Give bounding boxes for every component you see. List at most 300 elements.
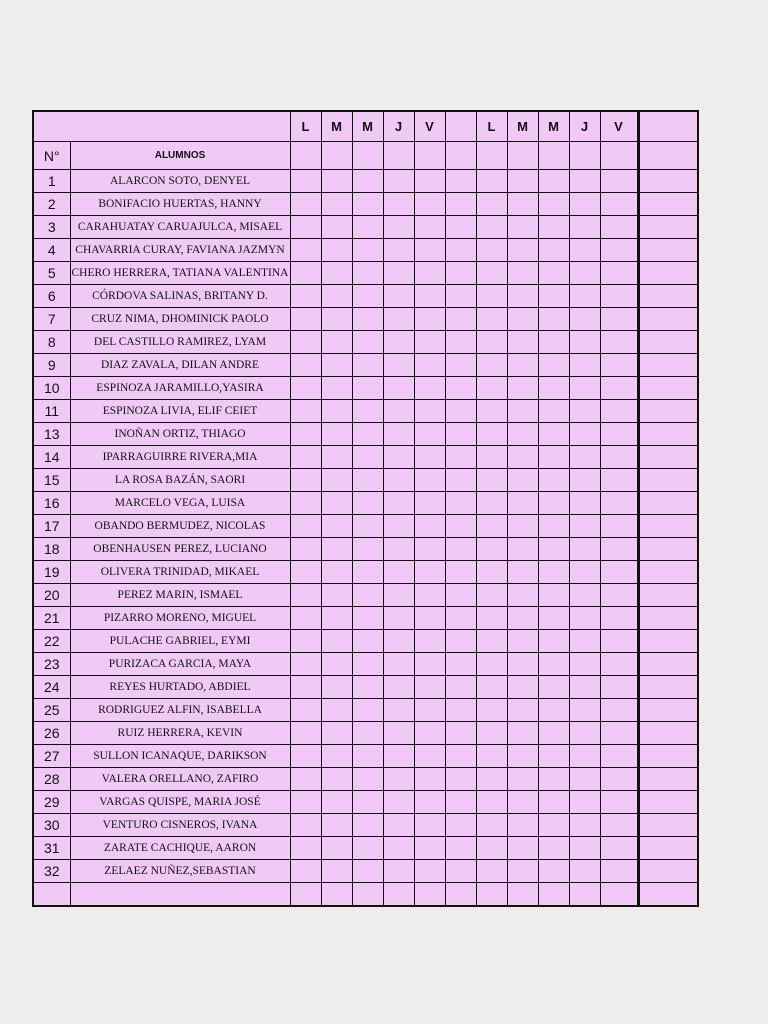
total-cell[interactable] — [638, 239, 698, 262]
attendance-cell[interactable] — [600, 768, 638, 791]
attendance-cell[interactable] — [507, 791, 538, 814]
attendance-cell[interactable] — [321, 308, 352, 331]
attendance-cell[interactable] — [538, 538, 569, 561]
attendance-cell[interactable] — [600, 745, 638, 768]
attendance-cell[interactable] — [538, 469, 569, 492]
attendance-cell[interactable] — [507, 883, 538, 907]
attendance-cell[interactable] — [321, 699, 352, 722]
attendance-cell[interactable] — [538, 653, 569, 676]
attendance-cell[interactable] — [507, 492, 538, 515]
attendance-cell[interactable] — [383, 285, 414, 308]
attendance-cell[interactable] — [507, 308, 538, 331]
attendance-cell[interactable] — [476, 515, 507, 538]
total-cell[interactable] — [638, 653, 698, 676]
attendance-cell[interactable] — [569, 469, 600, 492]
attendance-cell[interactable] — [321, 377, 352, 400]
attendance-cell[interactable] — [569, 745, 600, 768]
attendance-cell[interactable] — [290, 492, 321, 515]
attendance-cell[interactable] — [352, 722, 383, 745]
attendance-cell[interactable] — [414, 837, 445, 860]
attendance-cell[interactable] — [476, 791, 507, 814]
attendance-cell[interactable] — [290, 630, 321, 653]
attendance-cell[interactable] — [290, 676, 321, 699]
total-cell[interactable] — [638, 285, 698, 308]
grid-cell[interactable] — [414, 142, 445, 170]
attendance-cell[interactable] — [290, 193, 321, 216]
attendance-cell[interactable] — [383, 630, 414, 653]
attendance-cell[interactable] — [445, 193, 476, 216]
attendance-cell[interactable] — [600, 584, 638, 607]
attendance-cell[interactable] — [321, 193, 352, 216]
attendance-cell[interactable] — [321, 262, 352, 285]
attendance-cell[interactable] — [290, 607, 321, 630]
attendance-cell[interactable] — [507, 814, 538, 837]
attendance-cell[interactable] — [569, 216, 600, 239]
attendance-cell[interactable] — [569, 722, 600, 745]
attendance-cell[interactable] — [414, 630, 445, 653]
total-cell[interactable] — [638, 607, 698, 630]
attendance-cell[interactable] — [569, 331, 600, 354]
attendance-cell[interactable] — [507, 607, 538, 630]
attendance-cell[interactable] — [290, 423, 321, 446]
attendance-cell[interactable] — [352, 285, 383, 308]
attendance-cell[interactable] — [507, 262, 538, 285]
attendance-cell[interactable] — [290, 860, 321, 883]
attendance-cell[interactable] — [290, 768, 321, 791]
attendance-cell[interactable] — [476, 768, 507, 791]
attendance-cell[interactable] — [414, 331, 445, 354]
attendance-cell[interactable] — [476, 400, 507, 423]
attendance-cell[interactable] — [352, 446, 383, 469]
attendance-cell[interactable] — [414, 561, 445, 584]
attendance-cell[interactable] — [569, 538, 600, 561]
attendance-cell[interactable] — [414, 354, 445, 377]
attendance-cell[interactable] — [321, 216, 352, 239]
attendance-cell[interactable] — [414, 791, 445, 814]
attendance-cell[interactable] — [507, 239, 538, 262]
attendance-cell[interactable] — [352, 676, 383, 699]
attendance-cell[interactable] — [445, 699, 476, 722]
attendance-cell[interactable] — [569, 630, 600, 653]
attendance-cell[interactable] — [569, 446, 600, 469]
attendance-cell[interactable] — [445, 607, 476, 630]
attendance-cell[interactable] — [383, 538, 414, 561]
grid-cell[interactable] — [352, 142, 383, 170]
attendance-cell[interactable] — [321, 745, 352, 768]
total-cell[interactable] — [638, 216, 698, 239]
attendance-cell[interactable] — [290, 561, 321, 584]
attendance-cell[interactable] — [352, 791, 383, 814]
attendance-cell[interactable] — [445, 768, 476, 791]
attendance-cell[interactable] — [507, 722, 538, 745]
attendance-cell[interactable] — [445, 354, 476, 377]
total-cell[interactable] — [638, 308, 698, 331]
attendance-cell[interactable] — [476, 331, 507, 354]
attendance-cell[interactable] — [383, 400, 414, 423]
attendance-cell[interactable] — [290, 216, 321, 239]
attendance-cell[interactable] — [600, 216, 638, 239]
attendance-cell[interactable] — [414, 216, 445, 239]
total-cell[interactable] — [638, 492, 698, 515]
attendance-cell[interactable] — [476, 860, 507, 883]
attendance-cell[interactable] — [290, 745, 321, 768]
attendance-cell[interactable] — [383, 745, 414, 768]
total-cell[interactable] — [638, 722, 698, 745]
attendance-cell[interactable] — [600, 722, 638, 745]
total-cell[interactable] — [638, 469, 698, 492]
attendance-cell[interactable] — [507, 170, 538, 193]
attendance-cell[interactable] — [569, 883, 600, 907]
grid-cell[interactable] — [538, 142, 569, 170]
attendance-cell[interactable] — [352, 492, 383, 515]
attendance-cell[interactable] — [414, 699, 445, 722]
attendance-cell[interactable] — [569, 561, 600, 584]
attendance-cell[interactable] — [538, 354, 569, 377]
attendance-cell[interactable] — [290, 584, 321, 607]
attendance-cell[interactable] — [445, 239, 476, 262]
attendance-cell[interactable] — [507, 860, 538, 883]
attendance-cell[interactable] — [569, 308, 600, 331]
attendance-cell[interactable] — [476, 814, 507, 837]
attendance-cell[interactable] — [290, 377, 321, 400]
attendance-cell[interactable] — [290, 400, 321, 423]
attendance-cell[interactable] — [290, 883, 321, 907]
attendance-cell[interactable] — [414, 860, 445, 883]
attendance-cell[interactable] — [476, 285, 507, 308]
total-cell[interactable] — [638, 515, 698, 538]
attendance-cell[interactable] — [507, 377, 538, 400]
attendance-cell[interactable] — [290, 285, 321, 308]
total-cell[interactable] — [638, 262, 698, 285]
attendance-cell[interactable] — [290, 814, 321, 837]
attendance-cell[interactable] — [445, 515, 476, 538]
attendance-cell[interactable] — [414, 285, 445, 308]
attendance-cell[interactable] — [476, 354, 507, 377]
attendance-cell[interactable] — [507, 469, 538, 492]
attendance-cell[interactable] — [414, 745, 445, 768]
attendance-cell[interactable] — [352, 239, 383, 262]
attendance-cell[interactable] — [414, 377, 445, 400]
attendance-cell[interactable] — [321, 653, 352, 676]
attendance-cell[interactable] — [352, 699, 383, 722]
attendance-cell[interactable] — [321, 814, 352, 837]
attendance-cell[interactable] — [445, 400, 476, 423]
attendance-cell[interactable] — [383, 331, 414, 354]
attendance-cell[interactable] — [445, 308, 476, 331]
attendance-cell[interactable] — [321, 354, 352, 377]
attendance-cell[interactable] — [507, 216, 538, 239]
attendance-cell[interactable] — [383, 193, 414, 216]
attendance-cell[interactable] — [600, 354, 638, 377]
attendance-cell[interactable] — [600, 239, 638, 262]
attendance-cell[interactable] — [507, 423, 538, 446]
attendance-cell[interactable] — [414, 515, 445, 538]
attendance-cell[interactable] — [445, 538, 476, 561]
attendance-cell[interactable] — [321, 768, 352, 791]
total-cell[interactable] — [638, 538, 698, 561]
attendance-cell[interactable] — [383, 216, 414, 239]
attendance-cell[interactable] — [600, 630, 638, 653]
attendance-cell[interactable] — [507, 653, 538, 676]
attendance-cell[interactable] — [352, 653, 383, 676]
attendance-cell[interactable] — [600, 676, 638, 699]
attendance-cell[interactable] — [569, 515, 600, 538]
attendance-cell[interactable] — [383, 814, 414, 837]
attendance-cell[interactable] — [538, 630, 569, 653]
attendance-cell[interactable] — [445, 653, 476, 676]
attendance-cell[interactable] — [445, 837, 476, 860]
attendance-cell[interactable] — [600, 883, 638, 907]
attendance-cell[interactable] — [600, 492, 638, 515]
attendance-cell[interactable] — [445, 216, 476, 239]
attendance-cell[interactable] — [321, 239, 352, 262]
attendance-cell[interactable] — [569, 768, 600, 791]
attendance-cell[interactable] — [383, 722, 414, 745]
attendance-cell[interactable] — [321, 676, 352, 699]
attendance-cell[interactable] — [569, 377, 600, 400]
attendance-cell[interactable] — [414, 722, 445, 745]
grid-cell[interactable] — [383, 142, 414, 170]
attendance-cell[interactable] — [600, 860, 638, 883]
attendance-cell[interactable] — [414, 239, 445, 262]
attendance-cell[interactable] — [321, 630, 352, 653]
attendance-cell[interactable] — [445, 446, 476, 469]
attendance-cell[interactable] — [290, 722, 321, 745]
grid-cell[interactable] — [445, 142, 476, 170]
attendance-cell[interactable] — [507, 837, 538, 860]
total-cell[interactable] — [638, 791, 698, 814]
attendance-cell[interactable] — [600, 377, 638, 400]
attendance-cell[interactable] — [383, 262, 414, 285]
total-cell[interactable] — [638, 354, 698, 377]
attendance-cell[interactable] — [569, 676, 600, 699]
attendance-cell[interactable] — [538, 239, 569, 262]
attendance-cell[interactable] — [445, 745, 476, 768]
attendance-cell[interactable] — [538, 331, 569, 354]
attendance-cell[interactable] — [507, 285, 538, 308]
attendance-cell[interactable] — [445, 584, 476, 607]
attendance-cell[interactable] — [538, 170, 569, 193]
attendance-cell[interactable] — [414, 193, 445, 216]
attendance-cell[interactable] — [352, 515, 383, 538]
attendance-cell[interactable] — [445, 676, 476, 699]
attendance-cell[interactable] — [290, 837, 321, 860]
attendance-cell[interactable] — [383, 492, 414, 515]
attendance-cell[interactable] — [414, 400, 445, 423]
attendance-cell[interactable] — [383, 883, 414, 907]
attendance-cell[interactable] — [538, 745, 569, 768]
attendance-cell[interactable] — [507, 676, 538, 699]
attendance-cell[interactable] — [600, 538, 638, 561]
attendance-cell[interactable] — [569, 860, 600, 883]
attendance-cell[interactable] — [352, 745, 383, 768]
attendance-cell[interactable] — [538, 423, 569, 446]
attendance-cell[interactable] — [414, 768, 445, 791]
total-cell[interactable] — [638, 142, 698, 170]
attendance-cell[interactable] — [445, 423, 476, 446]
attendance-cell[interactable] — [476, 492, 507, 515]
attendance-cell[interactable] — [476, 722, 507, 745]
attendance-cell[interactable] — [383, 446, 414, 469]
attendance-cell[interactable] — [383, 584, 414, 607]
attendance-cell[interactable] — [352, 860, 383, 883]
grid-cell[interactable] — [290, 142, 321, 170]
attendance-cell[interactable] — [414, 423, 445, 446]
attendance-cell[interactable] — [538, 607, 569, 630]
attendance-cell[interactable] — [352, 837, 383, 860]
attendance-cell[interactable] — [352, 814, 383, 837]
attendance-cell[interactable] — [476, 170, 507, 193]
attendance-cell[interactable] — [445, 630, 476, 653]
attendance-cell[interactable] — [445, 883, 476, 907]
attendance-cell[interactable] — [600, 193, 638, 216]
attendance-cell[interactable] — [383, 791, 414, 814]
attendance-cell[interactable] — [600, 515, 638, 538]
attendance-cell[interactable] — [414, 883, 445, 907]
attendance-cell[interactable] — [352, 331, 383, 354]
grid-cell[interactable] — [600, 142, 638, 170]
attendance-cell[interactable] — [476, 745, 507, 768]
attendance-cell[interactable] — [600, 446, 638, 469]
attendance-cell[interactable] — [321, 860, 352, 883]
attendance-cell[interactable] — [507, 584, 538, 607]
attendance-cell[interactable] — [569, 170, 600, 193]
attendance-cell[interactable] — [476, 308, 507, 331]
attendance-cell[interactable] — [414, 584, 445, 607]
attendance-cell[interactable] — [569, 239, 600, 262]
attendance-cell[interactable] — [476, 377, 507, 400]
attendance-cell[interactable] — [507, 630, 538, 653]
attendance-cell[interactable] — [290, 791, 321, 814]
attendance-cell[interactable] — [383, 653, 414, 676]
attendance-cell[interactable] — [538, 400, 569, 423]
total-cell[interactable] — [638, 676, 698, 699]
attendance-cell[interactable] — [414, 446, 445, 469]
attendance-cell[interactable] — [507, 400, 538, 423]
attendance-cell[interactable] — [538, 446, 569, 469]
attendance-cell[interactable] — [445, 331, 476, 354]
attendance-cell[interactable] — [321, 515, 352, 538]
attendance-cell[interactable] — [476, 262, 507, 285]
attendance-cell[interactable] — [476, 837, 507, 860]
attendance-cell[interactable] — [290, 239, 321, 262]
attendance-cell[interactable] — [569, 400, 600, 423]
attendance-cell[interactable] — [569, 285, 600, 308]
grid-cell[interactable] — [507, 142, 538, 170]
attendance-cell[interactable] — [352, 308, 383, 331]
attendance-cell[interactable] — [538, 814, 569, 837]
total-cell[interactable] — [638, 331, 698, 354]
attendance-cell[interactable] — [414, 653, 445, 676]
attendance-cell[interactable] — [600, 262, 638, 285]
attendance-cell[interactable] — [383, 607, 414, 630]
attendance-cell[interactable] — [383, 377, 414, 400]
attendance-cell[interactable] — [538, 193, 569, 216]
attendance-cell[interactable] — [445, 791, 476, 814]
attendance-cell[interactable] — [383, 515, 414, 538]
attendance-cell[interactable] — [600, 814, 638, 837]
attendance-cell[interactable] — [352, 193, 383, 216]
attendance-cell[interactable] — [476, 239, 507, 262]
attendance-cell[interactable] — [352, 469, 383, 492]
attendance-cell[interactable] — [445, 860, 476, 883]
attendance-cell[interactable] — [445, 492, 476, 515]
attendance-cell[interactable] — [538, 377, 569, 400]
attendance-cell[interactable] — [569, 791, 600, 814]
attendance-cell[interactable] — [507, 745, 538, 768]
attendance-cell[interactable] — [321, 170, 352, 193]
attendance-cell[interactable] — [321, 837, 352, 860]
attendance-cell[interactable] — [290, 653, 321, 676]
attendance-cell[interactable] — [538, 216, 569, 239]
attendance-cell[interactable] — [321, 883, 352, 907]
attendance-cell[interactable] — [321, 285, 352, 308]
attendance-cell[interactable] — [569, 814, 600, 837]
attendance-cell[interactable] — [507, 446, 538, 469]
attendance-cell[interactable] — [383, 768, 414, 791]
attendance-cell[interactable] — [476, 607, 507, 630]
attendance-cell[interactable] — [600, 331, 638, 354]
total-cell[interactable] — [638, 630, 698, 653]
attendance-cell[interactable] — [290, 538, 321, 561]
attendance-cell[interactable] — [569, 653, 600, 676]
total-cell[interactable] — [638, 814, 698, 837]
attendance-cell[interactable] — [569, 699, 600, 722]
attendance-cell[interactable] — [445, 262, 476, 285]
attendance-cell[interactable] — [352, 538, 383, 561]
attendance-cell[interactable] — [600, 423, 638, 446]
attendance-cell[interactable] — [352, 354, 383, 377]
attendance-cell[interactable] — [290, 354, 321, 377]
attendance-cell[interactable] — [352, 262, 383, 285]
attendance-cell[interactable] — [600, 607, 638, 630]
attendance-cell[interactable] — [538, 837, 569, 860]
attendance-cell[interactable] — [321, 607, 352, 630]
attendance-cell[interactable] — [538, 883, 569, 907]
attendance-cell[interactable] — [414, 262, 445, 285]
attendance-cell[interactable] — [352, 883, 383, 907]
total-cell[interactable] — [638, 170, 698, 193]
total-cell[interactable] — [638, 400, 698, 423]
attendance-cell[interactable] — [538, 699, 569, 722]
attendance-cell[interactable] — [290, 699, 321, 722]
attendance-cell[interactable] — [414, 676, 445, 699]
attendance-cell[interactable] — [600, 308, 638, 331]
attendance-cell[interactable] — [569, 193, 600, 216]
attendance-cell[interactable] — [538, 561, 569, 584]
total-cell[interactable] — [638, 446, 698, 469]
grid-cell[interactable] — [321, 142, 352, 170]
grid-cell[interactable] — [569, 142, 600, 170]
attendance-cell[interactable] — [414, 814, 445, 837]
attendance-cell[interactable] — [538, 262, 569, 285]
attendance-cell[interactable] — [507, 768, 538, 791]
attendance-cell[interactable] — [383, 837, 414, 860]
attendance-cell[interactable] — [476, 630, 507, 653]
attendance-cell[interactable] — [321, 423, 352, 446]
attendance-cell[interactable] — [383, 699, 414, 722]
attendance-cell[interactable] — [445, 814, 476, 837]
total-cell[interactable] — [638, 768, 698, 791]
total-cell[interactable] — [638, 561, 698, 584]
attendance-cell[interactable] — [600, 837, 638, 860]
attendance-cell[interactable] — [507, 331, 538, 354]
attendance-cell[interactable] — [290, 308, 321, 331]
attendance-cell[interactable] — [600, 791, 638, 814]
attendance-cell[interactable] — [600, 285, 638, 308]
attendance-cell[interactable] — [569, 607, 600, 630]
attendance-cell[interactable] — [383, 561, 414, 584]
